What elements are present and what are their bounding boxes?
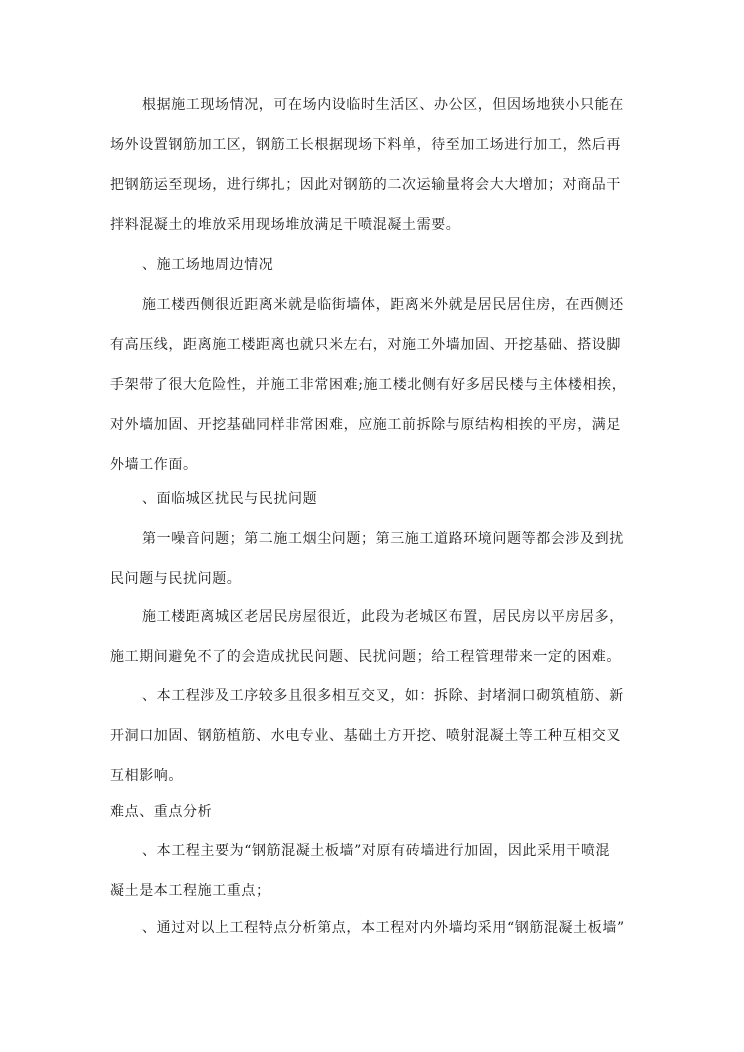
paragraph-key-point-1 <box>110 831 634 911</box>
section-heading-key-points <box>110 792 634 832</box>
paragraph-site-conditions <box>110 85 634 245</box>
text-line: 开洞口加固、钢筋植筋、水电专业、基础土方开挖、喷射混凝土等工种互相交叉 <box>110 728 621 744</box>
text-line: 对外墙加固、开挖基础同样非常困难，应施工前拆除与原结构相挨的平房，满足 <box>110 417 621 433</box>
text-line: 凝土是本工程施工重点； <box>110 883 271 899</box>
paragraph-processes <box>110 676 634 796</box>
text-line: 外墙工作面。 <box>110 457 198 473</box>
section-heading-surroundings <box>110 245 634 285</box>
text-line: 、施工场地周边情况 <box>142 257 274 273</box>
paragraph-disturbance-2 <box>110 597 634 677</box>
text-line: 、面临城区扰民与民扰问题 <box>142 491 318 507</box>
text-line: 场外设置钢筋加工区，钢筋工长根据现场下料单，待至加工场进行加工，然后再 <box>110 137 621 153</box>
text-line: 施工期间避免不了的会造成扰民问题、民扰问题；给工程管理带来一定的困难。 <box>110 649 621 665</box>
text-line: 互相影响。 <box>110 768 183 784</box>
text-line: 民问题与民扰问题。 <box>110 571 242 587</box>
text-line: 、本工程涉及工序较多且很多相互交叉，如：拆除、封堵洞口砌筑植筋、新 <box>142 688 624 704</box>
paragraph-key-point-2 <box>110 908 634 948</box>
text-line: 拌料混凝土的堆放采用现场堆放满足干喷混凝土需要。 <box>110 217 461 233</box>
text-line: 有高压线，距离施工楼距离也就只米左右，对施工外墙加固、开挖基础、搭设脚 <box>110 337 621 353</box>
section-heading-disturbance <box>110 479 634 519</box>
text-line: 、本工程主要为“钢筋混凝土板墙”对原有砖墙进行加固，因此采用干喷混 <box>142 843 611 859</box>
paragraph-surroundings <box>110 285 634 485</box>
text-line: 施工楼距离城区老居民房屋很近，此段为老城区布置，居民房以平房居多， <box>142 609 624 625</box>
text-line: 难点、重点分析 <box>110 804 213 820</box>
text-line: 把钢筋运至现场，进行绑扎；因此对钢筋的二次运输量将会大大增加；对商品干 <box>110 177 621 193</box>
text-line: 手架带了很大危险性，并施工非常困难;施工楼北侧有好多居民楼与主体楼相挨， <box>110 377 627 393</box>
paragraph-disturbance-1 <box>110 519 634 599</box>
text-line: 施工楼西侧很近距离米就是临街墙体，距离米外就是居民居住房，在西侧还 <box>142 297 624 313</box>
text-line: 第一噪音问题；第二施工烟尘问题；第三施工道路环境问题等都会涉及到扰 <box>142 531 624 547</box>
text-line: 、通过对以上工程特点分析第点，本工程对内外墙均采用“钢筋混凝土板墙” <box>142 920 625 936</box>
text-line: 根据施工现场情况，可在场内设临时生活区、办公区，但因场地狭小只能在 <box>142 97 624 113</box>
